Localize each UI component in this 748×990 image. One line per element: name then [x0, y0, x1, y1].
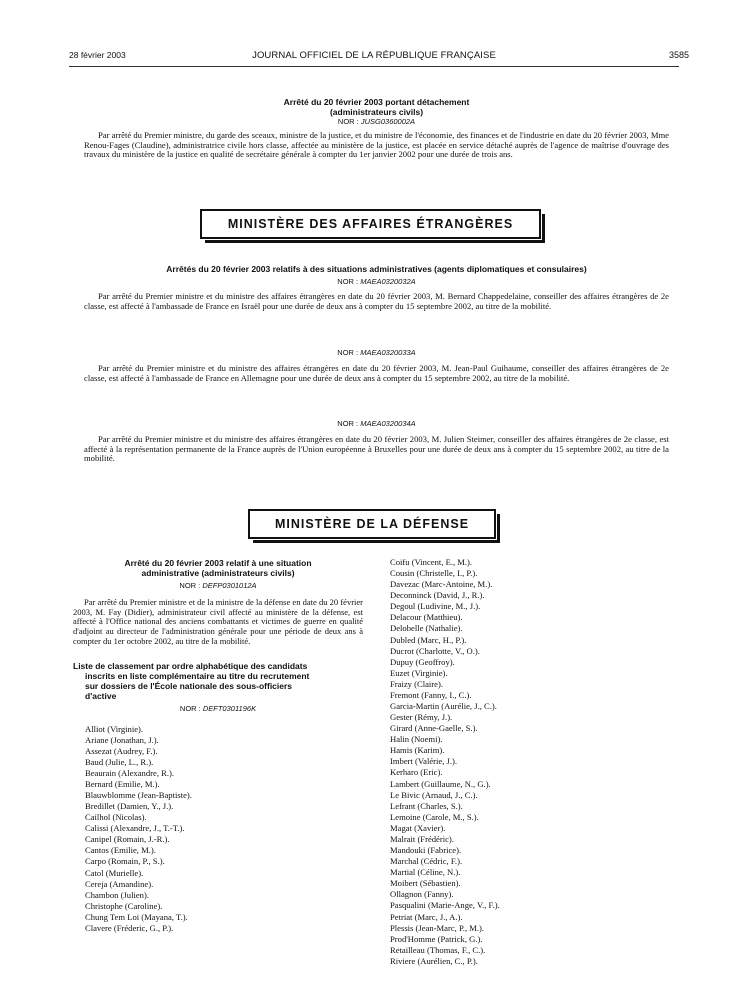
list-item: Degoul (Ludivine, M., J.). [390, 601, 481, 612]
list-item: Ollagnon (Fanny). [390, 889, 454, 900]
running-header [0, 50, 748, 64]
candidate-list [73, 724, 363, 934]
nor-reference: NOR : MAEA0320032A [337, 277, 416, 286]
list-item: Magat (Xavier). [390, 822, 446, 833]
list-item: Bredillet (Damien, Y., J.). [85, 801, 174, 812]
list-item: Chung Tem Loi (Mayana, T.). [85, 911, 188, 922]
list-item: Martial (Céline, N.). [390, 867, 461, 878]
arrete-title: Arrêté du 20 février 2003 portant détachement (administrateurs civils) [283, 97, 470, 117]
nor-reference: NOR : DEFT0301196K [179, 703, 257, 713]
list-item: Lefrant (Charles, S.). [390, 800, 463, 811]
list-item: Delobelle (Nathalie). [390, 623, 463, 634]
arrete-detachement [84, 97, 669, 160]
list-item: Lambert (Guillaume, N., G.). [390, 778, 491, 789]
list-item: Gester (Rémy, J.). [390, 712, 453, 723]
list-item: Bernard (Emilie, M.). [85, 778, 160, 789]
list-item: Halin (Noemi). [390, 734, 443, 745]
list-item: Lemoine (Carole, M., S.). [390, 811, 479, 822]
nor-reference: NOR : MAEA0320034A [337, 419, 416, 428]
list-item: Dubled (Marc, H., P.). [390, 634, 467, 645]
list-item: Baud (Julie, L., R.). [85, 756, 154, 767]
list-item: Pasqualini (Marie-Ange, V., F.). [390, 900, 500, 911]
list-item: Ariane (Jonathan, J.). [85, 734, 159, 745]
arrete-body: Par arrêté du Premier ministre et du ministre des affaires étrangères en date du 20 février 2003, M. Julien Steimer, conseiller des affaires étrangères de 2e classe, est affecté à la représentation permanente de la France auprès de l'Union européenne à Bruxelles pour une durée de deux ans à compter du 15 septembre 2002, au titre de la mobilité. [84, 434, 669, 464]
right-column [390, 557, 680, 967]
list-item: Delacour (Matthieu). [390, 612, 463, 623]
list-item: Dupuy (Geoffroy). [390, 656, 455, 667]
nor-reference: NOR : JUSG0360002A [337, 117, 416, 126]
list-item: Hamis (Karim). [390, 745, 445, 756]
list-item: Clavere (Fréderic, G., P.). [85, 922, 174, 933]
arretes-affaires-etrangeres [84, 264, 669, 311]
list-item: Blauwblomme (Jean-Baptiste). [85, 789, 192, 800]
nor-reference: NOR : MAEA0320033A [337, 348, 416, 357]
arrete-ae-3 [84, 419, 669, 464]
list-item: Petriat (Marc, J., A.). [390, 911, 463, 922]
arrete-body: Par arrêté du Premier ministre, du garde des sceaux, ministre de la justice, et du ministre de l'économie, des finances et de l'industrie en date du 20 février 2003, Mme Renou-Fages (Claudine), administratrice civile hors classe, affectée au ministère de la justice, est placée en service détaché auprès de l'agence de maîtrise d'ouvrage des travaux du ministère de la justice en qualité de secrétaire générale à compter du 1er janvier 2002 pour une durée de trois ans. [84, 130, 669, 160]
arrete-body: Par arrêté du Premier ministre et de la ministre de la défense en date du 20 février 2003, M. Fay (Didier), administrateur civil affecté au ministère de la défense, est affecté à l'Office national des anciens combattants et victimes de guerre en qualité d'adjoint au directeur de l'administration générale pour une période de deux ans à compter du 1er octobre 2002, au titre de la mobilité. [73, 597, 363, 646]
list-item: Prod'Homme (Patrick, G.). [390, 933, 483, 944]
list-item: Davezac (Marc-Antoine, M.). [390, 579, 493, 590]
left-column [73, 558, 363, 934]
list-item: Deconninck (David, J., R.). [390, 590, 485, 601]
list-item: Ducrot (Charlotte, V., O.). [390, 645, 480, 656]
list-item: Coifu (Vincent, E., M.). [390, 557, 473, 567]
arrete-ae-2 [84, 348, 669, 383]
ministry-heading-affaires-etrangeres: MINISTÈRE DES AFFAIRES ÉTRANGÈRES [200, 209, 541, 239]
list-item: Fraizy (Claire). [390, 678, 443, 689]
list-item: Chambon (Julien). [85, 889, 149, 900]
list-title: Liste de classement par ordre alphabétique des candidats inscrits en liste complémentaire au titre du recrutement sur dossiers de l'École nationale des sous-officiers d'active [73, 660, 310, 701]
list-item: Le Bivic (Arnaud, J., C.). [390, 789, 478, 800]
arrete-body: Par arrêté du Premier ministre et du ministre des affaires étrangères en date du 20 février 2003, M. Bernard Chappedelaine, conseiller des affaires étrangères de 2e classe, est affecté à l'ambassade de France en Israël pour une durée de deux ans à compter du 15 septembre 2002, au titre de la mobilité. [84, 291, 669, 311]
journal-title: JOURNAL OFFICIEL DE LA RÉPUBLIQUE FRANÇAISE [252, 50, 496, 61]
list-item: Catol (Murielle). [85, 867, 144, 878]
list-item: Fremont (Fanny, I., C.). [390, 689, 472, 700]
list-item: Cereja (Amandine). [85, 878, 154, 889]
list-item: Cousin (Christelle, I., P.). [390, 568, 478, 579]
header-date: 28 février 2003 [69, 50, 126, 60]
list-item: Moibert (Sébastien). [390, 878, 461, 889]
arrete-body: Par arrêté du Premier ministre et du ministre des affaires étrangères en date du 20 février 2003, M. Jean-Paul Guihaume, conseiller des affaires étrangères de 2e classe, est affecté à l'ambassade de France en Allemagne pour une durée de deux ans à compter du 15 septembre 2002, au titre de la mobilité. [84, 363, 669, 383]
list-item: Girard (Anne-Gaelle, S.). [390, 723, 478, 734]
list-item: Garcia-Martin (Aurélie, J., C.). [390, 701, 497, 712]
list-item: Riviere (Aurélien, C., P.). [390, 955, 478, 966]
nor-reference: NOR : DEFP0301012A [179, 581, 257, 590]
arrete-title: Arrêté du 20 février 2003 relatif à une situation administrative (administrateurs civils) [124, 558, 312, 578]
list-item: Canipel (Romain, J.-R.). [85, 834, 170, 845]
list-item: Assezat (Audrey, F.). [85, 745, 158, 756]
list-item: Imbert (Valérie, J.). [390, 756, 458, 767]
list-item: Calissi (Alexandre, J., T.-T.). [85, 823, 185, 834]
list-item: Malrait (Frédéric). [390, 833, 454, 844]
list-item: Marchal (Cédric, F.). [390, 856, 463, 867]
list-item: Kerharo (Eric). [390, 767, 443, 778]
list-item: Cailhol (Nicolas). [85, 812, 147, 823]
list-item: Retailleau (Thomas, F., C.). [390, 944, 486, 955]
list-item: Cantos (Emilie, M.). [85, 845, 156, 856]
list-item: Christophe (Caroline). [85, 900, 163, 911]
list-item: Beaurain (Alexandre, R.). [85, 767, 175, 778]
candidate-list [390, 557, 680, 967]
list-item: Carpo (Romain, P., S.). [85, 856, 165, 867]
ministry-heading-defense: MINISTÈRE DE LA DÉFENSE [248, 509, 496, 539]
list-item: Alliot (Virginie). [85, 723, 144, 734]
arretes-title: Arrêtés du 20 février 2003 relatifs à des situations administratives (agents diplomatiques et consulaires) [166, 264, 587, 274]
page-number: 3585 [668, 50, 689, 60]
list-item: Plessis (Jean-Marc, P., M.). [390, 922, 485, 933]
list-item: Mandouki (Fabrice). [390, 845, 462, 856]
header-rule [69, 66, 679, 67]
list-item: Euzet (Virginie). [390, 667, 448, 678]
